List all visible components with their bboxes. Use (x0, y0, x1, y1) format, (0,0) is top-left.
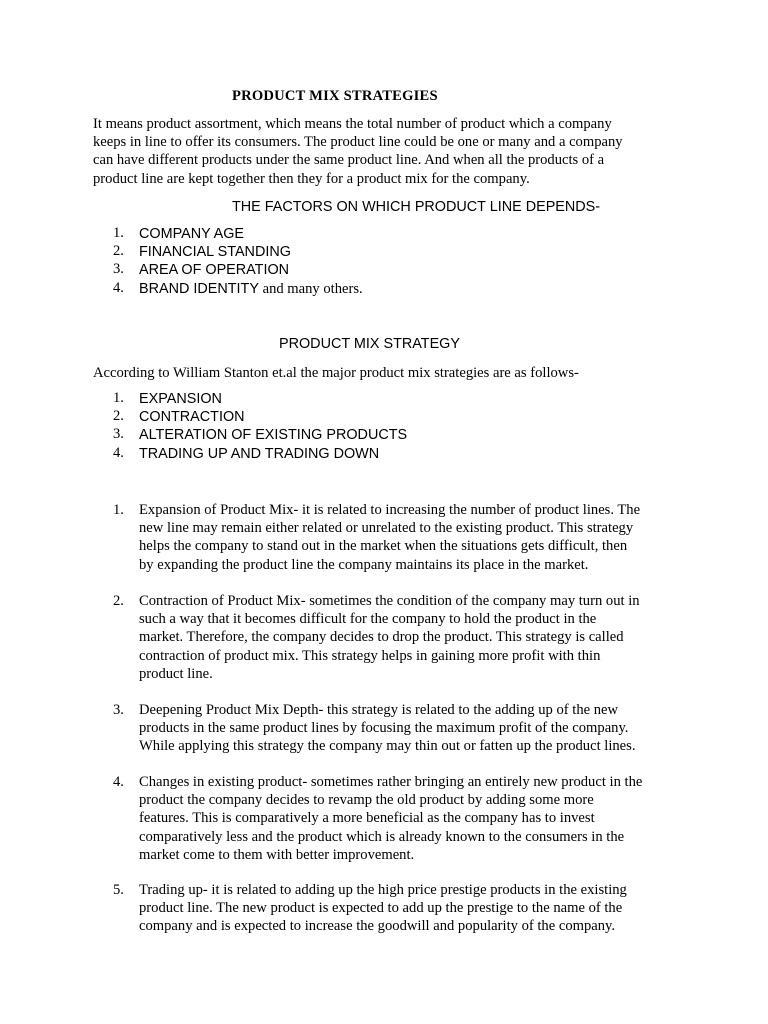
paragraph-number: 3. (113, 702, 124, 718)
intro-line: It means product assortment, which means the total number of product which a company (93, 116, 612, 132)
paragraph-line: Contraction of Product Mix- sometimes the condition of the company may turn out in (139, 593, 640, 609)
list-number: 4. (113, 444, 124, 461)
intro-line: keeps in line to offer its consumers. The product line could be one or many and a company (93, 134, 623, 151)
paragraph-line: market come to them with better improvement. (139, 846, 415, 863)
paragraph-body (139, 592, 640, 683)
list-number: 2. (113, 243, 124, 260)
paragraph-body (139, 501, 640, 574)
document-title: PRODUCT MIX STRATEGIES (232, 88, 438, 104)
paragraph-line: Expansion of Product Mix- it is related to increasing the number of product lines. The (139, 502, 641, 518)
list-number: 3. (113, 426, 124, 443)
factor-text: FINANCIAL STANDING (139, 244, 291, 261)
factor-text-group (139, 280, 363, 298)
factor-suffix: and many others. (258, 280, 363, 297)
paragraph-line: comparatively less and the product which is already known to the consumers in the (139, 828, 625, 845)
paragraph-line: new line may remain either related or unrelated to the existing product. This strategy (139, 520, 634, 537)
according-text: According to William Stanton et.al the major product mix strategies are as follows- (93, 365, 579, 381)
strategy-text: TRADING UP AND TRADING DOWN (139, 445, 380, 462)
paragraph-line: While applying this strategy the company may thin out or fatten up the product lines. (139, 738, 636, 755)
paragraph-line: product line. (139, 665, 213, 682)
paragraph-line: product the company decides to revamp the old product by adding some more (139, 792, 594, 809)
list-number: 1. (113, 225, 124, 241)
intro-line: product line are kept together then they for a product mix for the company. (93, 170, 530, 187)
paragraph-line: product line. The new product is expected to add up the prestige to the name of the (139, 900, 623, 917)
strategy-text: CONTRACTION (139, 409, 245, 426)
factor-text: BRAND IDENTITY (139, 280, 259, 297)
intro-paragraph (93, 115, 673, 188)
paragraph-number: 2. (113, 593, 124, 609)
paragraph-line: such a way that it becomes difficult for the company to hold the product in the (139, 611, 597, 628)
paragraph-line: Changes in existing product- sometimes rather bringing an entirely new product in the (139, 774, 643, 790)
paragraph-line: products in the same product lines by focusing the maximum profit of the company. (139, 720, 629, 737)
paragraph-number: 1. (113, 502, 124, 518)
paragraph-line: by expanding the product line the company maintains its place in the market. (139, 556, 589, 573)
paragraph-line: helps the company to stand out in the market when the situations gets difficult, then (139, 538, 628, 555)
factor-text: COMPANY AGE (139, 226, 245, 242)
paragraph-body (139, 881, 627, 936)
strategy-text: ALTERATION OF EXISTING PRODUCTS (139, 427, 408, 444)
paragraph-line: features. This is comparatively a more beneficial as the company has to invest (139, 810, 595, 827)
factor-text: AREA OF OPERATION (139, 262, 290, 279)
factors-heading: THE FACTORS ON WHICH PRODUCT LINE DEPENDS- (232, 199, 601, 215)
strategy-heading: PRODUCT MIX STRATEGY (279, 336, 460, 352)
paragraph-line: contraction of product mix. This strategy helps in gaining more profit with thin (139, 647, 601, 664)
list-number: 1. (113, 390, 124, 406)
paragraph-body (139, 773, 642, 864)
paragraph-number: 5. (113, 882, 124, 898)
list-number: 2. (113, 408, 124, 425)
paragraph-body (139, 701, 635, 756)
strategy-text: EXPANSION (139, 391, 222, 407)
paragraph-line: market. Therefore, the company decides to drop the product. This strategy is called (139, 629, 624, 646)
paragraph-line: Trading up- it is related to adding up the high price prestige products in the existing (139, 882, 627, 898)
paragraph-line: Deepening Product Mix Depth- this strategy is related to the adding up of the new (139, 702, 619, 718)
list-number: 3. (113, 261, 124, 278)
paragraph-line: company and is expected to increase the goodwill and popularity of the company. (139, 918, 616, 935)
paragraph-number: 4. (113, 774, 124, 790)
list-number: 4. (113, 279, 124, 296)
intro-line: can have different products under the same product line. And when all the products of a (93, 152, 605, 169)
